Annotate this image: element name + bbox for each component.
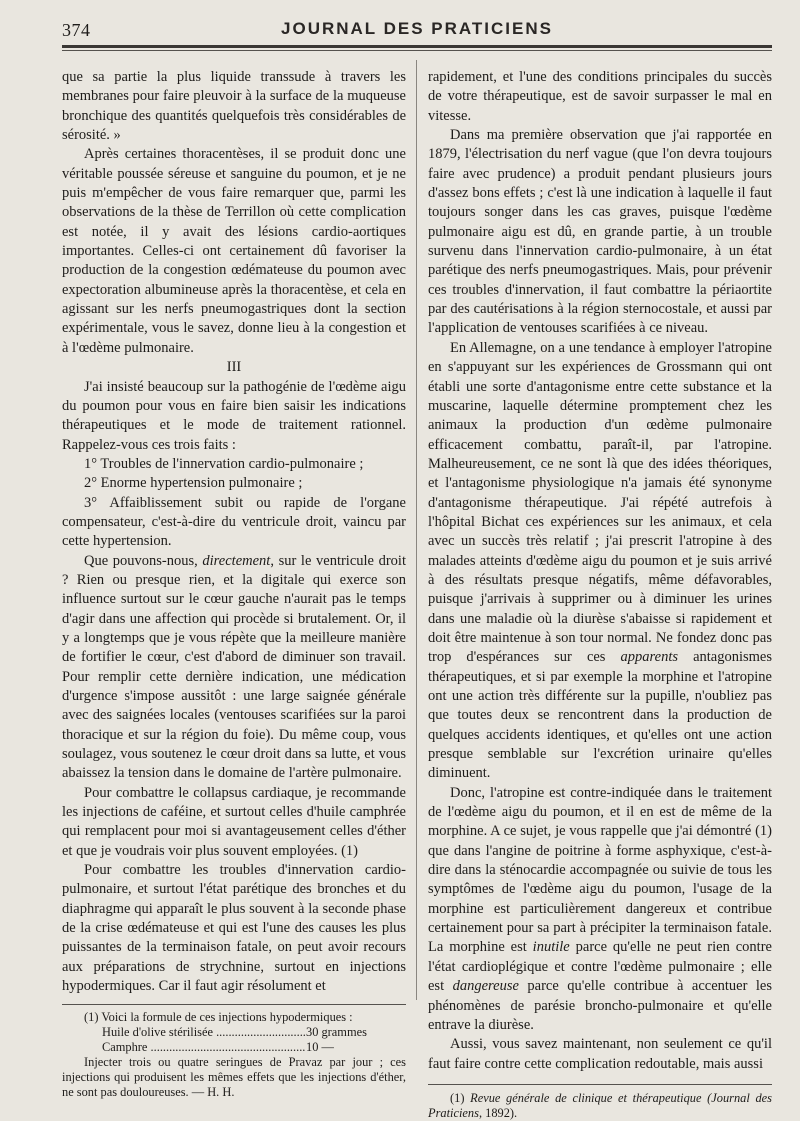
paragraph (428, 784, 772, 1035)
emphasis: inutile (532, 939, 570, 956)
header-rule (62, 45, 772, 48)
text-run: parce qu'elle contribue à accentuer les phénomènes de parésie broncho-pulmonaire et qu'elle entrave la diurèse. (428, 978, 773, 1033)
footnote-rule (62, 1004, 406, 1005)
footnote (62, 1010, 406, 1100)
list-item: 2° Enorme hypertension pulmonaire ; (84, 475, 303, 492)
footnote-reference: Revue générale de clinique et thérapeutique (Journal des Praticiens (428, 1090, 772, 1120)
text-run: Que pouvons-nous, (84, 552, 203, 569)
footnote-text: Injecter trois ou quatre seringues de Pravaz par jour ; ces injections qui produisent les mêmes effets que les injections d'éther, ne sont pas douloureuses. — H. H. (62, 1054, 406, 1099)
footnote-intro: (1) Voici la formule de ces injections hypodermiques : (84, 1009, 353, 1024)
text-run: En Allemagne, on a une tendance à employer l'atropine en s'appuyant sur les expériences de Grossmann qui ont établi une sorte d'antagonisme entre cette substance et la muscarine, laquelle détermine promptement chez les animaux la production d'un œdème pulmonaire efficacement combattu, paraît-il, par l'atropine. Malheureusement, ce ne sont là que des idées théoriques, et l'antagonisme physiologique n'a jamais été synonyme d'antagonisme thérapeutique. J'ai répété autrefois à l'hôpital Bichat ces expériences sur les animaux, et cela avec un succès très relatif ; j'ai prescrit l'atropine à des malades atteints d'œdème aigu du poumon et je suis arrivé à des résultats presque négatifs, même défavorables, puisque j'arrivais à supprimer ou à diminuer les urines dans une maladie où la diurèse s'abaisse si rapidement et doit être maintenue à son tour normal. Ne fondez donc pas trop d'espérances sur ces (428, 339, 772, 666)
left-column (62, 68, 406, 1100)
list-item: 1° Troubles de l'innervation cardio-pulmonaire ; (84, 455, 364, 472)
text-run: Donc, l'atropine est contre-indiquée dans le traitement de l'œdème aigu du poumon, et il en est de même de la morphine. A ce sujet, je vous rappelle que j'ai démontré (1) que dans l'angine de poitrine à forme asphyxique, c'est-à-dire dans la sténocardie accompagnée ou suivie de tous les symptômes de l'œdème aigu du poumon, l'usage de la morphine est particulièrement dangereux et contribue certainement pour sa part à précipiter la terminaison fatale. La morphine est (428, 784, 772, 956)
paragraph: Dans ma première observation que j'ai rapportée en 1879, l'électrisation du nerf vague (que l'on devra toujours faire avec prudence) a produit pendant plusieurs jours d'assez bons effets ; c'est là une indication à laquelle il faut toujours songer dans les cas graves, puisque l'œdème pulmonaire aigu est dû, en grande partie, à un trouble survenu dans l'innervation cardio-pulmonaire, à un état parétique des nerfs pneumogastriques. Mais, pour prévenir ces troubles d'innervation, il faut combattre la périaortite par des cautérisations à la région sternocostale, et aussi par l'application de ventouses scarifiées à ce niveau. (428, 127, 772, 337)
formula-amount: 30 grammes (306, 1024, 367, 1039)
footnote-text (428, 1091, 772, 1121)
paragraph (62, 552, 406, 784)
list-item: 3° Affaiblissement subit ou rapide de l'organe compensateur, c'est-à-dire du ventricule droit, vaincu par cette hypertension. (62, 494, 406, 550)
page-header (62, 16, 772, 42)
column-divider (416, 60, 417, 1000)
paragraph: Aussi, vous savez maintenant, non seulement ce qu'il faut faire contre cette complication redoutable, mais aussi (428, 1036, 772, 1072)
right-column (428, 68, 772, 1121)
header-rule-thin (62, 50, 772, 51)
formula-line (62, 1025, 406, 1040)
text-run: parce qu'elle ne peut rien contre l'état cardioplégique et contre l'œdème pulmonaire ; elle est (428, 939, 772, 995)
emphasis: apparents (620, 649, 678, 666)
emphasis: directement (202, 552, 271, 569)
page-number: 374 (62, 20, 91, 40)
footnote (428, 1091, 772, 1121)
paragraph: rapidement, et l'une des conditions principales du succès de votre thérapeutique, est de savoir surpasser le mal en vitesse. (428, 69, 772, 124)
footnote-tail: , 1892). (478, 1105, 518, 1120)
section-heading: III (226, 359, 242, 376)
paragraph: Pour combattre les troubles d'innervation cardio-pulmonaire, et surtout l'état parétique des bronches et du diaphragme qui apparaît le plus souvent à la seconde phase de la crise œdémateuse et qui est l'une des causes les plus puissantes de la terminaison fatale, on peut avoir recours aux préparations de strychnine, surtout en injections hypodermiques. Car il faut agir résolument et (62, 862, 406, 995)
formula-ingredient: Camphre ..... (102, 1040, 306, 1055)
text-run: antagonismes thérapeutiques, et si par exemple la morphine et l'atropine ont une action très différente sur la pupille, n'oubliez pas que toutes deux se rencontrent dans la production de quelques accidents identiques, et qu'elles ont une action presque semblable sur l'excrétion urinaire qu'elles diminuent. (428, 649, 772, 782)
text-run: , sur le ventricule droit ? Rien ou presque rien, et la digitale qui exerce son influence surtout sur le cœur gauche n'aurait pas le temps d'agir dans une affection qui procède si brutalement. Or, il y a longtemps que je vous répète que la meilleure manière de fortifier le cœur, c'est d'abord de diminuer son travail. Pour remplir cette dernière indication, une médication d'urgence s'impose aussitôt : une large saignée générale avec des saignées locales (ventouses scarifiées sur la paroi thoracique et sur la région du foie). Du même coup, vous soulagez, vous soutenez le cœur droit dans sa lutte, et vous abaissez la tension dans le domaine de l'artère pulmonaire. (62, 552, 406, 782)
paragraph: Pour combattre le collapsus cardiaque, je recommande les injections de caféine, et surtout celles d'huile camphrée qui remplacent pour moi si avantageusement celles d'éther et que je voudrais voir plus souvent employées. (1) (62, 784, 406, 859)
paragraph: que sa partie la plus liquide transsude à travers les membranes pour faire pleuvoir à la surface de la muqueuse bronchique des quantités quelquefois très considérables de sérosité. » (62, 69, 406, 144)
footnote-rule (428, 1084, 772, 1085)
formula-line (62, 1040, 406, 1055)
formula-ingredient: Huile d'olive stérilisée ..... (102, 1025, 306, 1040)
paragraph: J'ai insisté beaucoup sur la pathogénie de l'œdème aigu du poumon pour vous en faire bien saisir les indications thérapeutiques et le mode de traitement rationnel. Rappelez-vous ces trois faits : (62, 378, 406, 453)
formula-amount: 10 — (306, 1039, 334, 1054)
emphasis: dangereuse (452, 978, 519, 995)
paragraph: Après certaines thoracentèses, il se produit donc une véritable poussée séreuse et sanguine du poumon, et je ne puis m'empêcher de vous faire remarquer que, parmi les observations de la thèse de Terrillon où cette complication est notée, il y avait des lésions cardio-aortiques importantes. Celles-ci ont certainement dû favoriser la production de la congestion œdémateuse du poumon avec expectoration albumineuse après la thoracentèse, et cela en agissant sur les nerfs pneumogastriques dont la section expérimentale, vous le savez, donne lieu à la congestion et à l'œdème pulmonaire. (62, 146, 406, 356)
journal-title: JOURNAL DES PRATICIENS (281, 19, 553, 38)
paragraph (428, 339, 772, 784)
footnote-marker: (1) (450, 1090, 471, 1105)
